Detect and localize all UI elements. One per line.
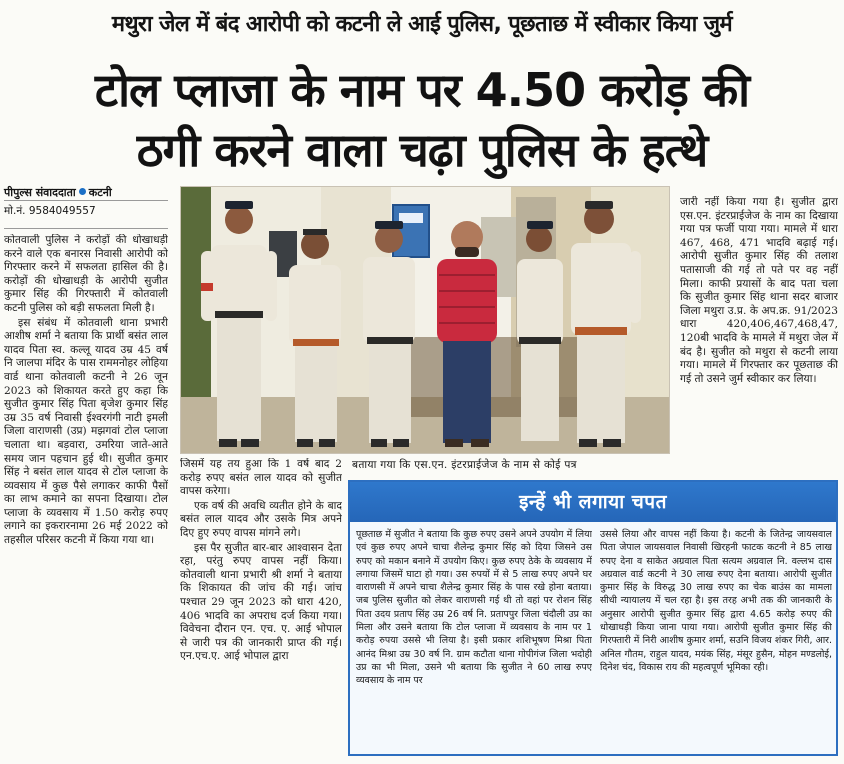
article-column-1 [4,234,168,754]
byline-divider [4,228,168,229]
sidebar-column-1: पूछताछ में सुजीत ने बताया कि कुछ रुपए उसने अपने उपयोग में लिया एवं कुछ रुपए अपने चाचा शैलेन्द्र कुमार सिंह को दिया जिसने उस रुपए को मकान बनाने में उपयोग किए। कुछ रुपए ठेके के व्यवसाय में लगाया जिसमें घाटा हो गया। उस रुपयों में से 5 लाख रुपए अपने घर वाराणसी में अपने चाचा शैलेन्द्र कुमार सिंह के पास रखे होना बताया। जब पुलिस सुजीत को लेकर वाराणसी गई थी तो वहां पर रोशन सिंह पिता उदय प्रताप सिंह उम्र 26 वर्ष नि. प्रतापपुर जिला चंदौली उप्र का मिला और उसने बताया कि टोल प्लाजा में व्यवसाय के नाम पर 1 करोड़ रुपया उससे भी लिया है। इसी प्रकार शशिभूषण मिश्रा पिता आनंद मिश्रा उम्र 30 वर्ष नि. ग्राम कटौता थाना गोपीगंज जिला भदोही उप्र का भी मिला, उसने भी बताया कि सुजीत ने 60 लाख रुपए व्यवसाय के नाम पर [356,529,592,687]
bullet-icon [79,188,86,195]
paragraph: जारी नहीं किया गया है। सुजीत द्वारा एस.एन. इंटरप्राईजेज के नाम का दिखाया गया पत्र फर्जी पाया गया। मामले में धारा 467, 468, 471 भादवि बढ़ाई गई। आरोपी सुजीत कुमार सिंह की तलाश पतासाजी की गई तो पते पर वह नहीं मिला। काफी प्रयासों के बाद पता चला कि सुजीत कुमार सिंह थाना सदर बाजार जिला मथुरा उ.प्र. के अप.क्र. 91/2023 धारा 420,406,467,468,47, 120बी भादवि के मामले में मथुरा जेल में बंद है। सुजीत को मथुरा से कटनी लाया गया। मामले में गिरफ्तार कर पूछताछ की गई तो उसने जुर्म स्वीकार कर लिया। [680,196,838,385]
column-continuation-line: बताया गया कि एस.एन. इंटरप्राईजेज के नाम से कोई पत्र [352,459,577,471]
paragraph: इस पैर सुजीत बार-बार आश्वासन देता रहा, परंतु रुपए वापस नहीं किया। कोतवाली थाना प्रभारी श्री शर्मा ने बताया कि शिकायत की जांच की गई। जांच पश्चात 29 जून 2023 को धारा 420, 406 भादवि का अपराध दर्ज किया गया। विवेचना दौरान एन. एच. ए. आई भोपाल से जारी पत्र की जानकारी प्राप्त की गई। एन.एच.ए. आई भोपाल द्वारा [180,541,342,663]
byline-divider [4,200,168,201]
news-photo [180,186,670,454]
paragraph: एक वर्ष की अवधि व्यतीत होने के बाद बसंत लाल यादव और उसके मित्र अपने दिए हुए रुपए वापस मांगने लगे। [180,499,342,539]
paragraph: इस संबंध में कोतवाली थाना प्रभारी आशीष शर्मा ने बताया कि प्रार्थी बसंत लाल यादव पिता स्व. कल्लू यादव उम्र 45 वर्ष नि जालपा मंदिर के पास राममनोहर लोहिया वार्ड थाना कोतवाली कटनी ने 26 जून 2023 को शिकायत करते हुए कहा कि सुजीत कुमार सिंह पिता बृजेश कुमार सिंह उम्र 35 वर्ष निवासी ईश्वरगंगी नाटी इमली जिला वाराणसी (उप्र) मझगवां टोल प्लाजा चलाता था। बड़वारा, उमरिया जाते-आते समय जान पहचान हुई थी। सुजीत कुमार सिंह ने बसंत लाल यादव से टोल प्लाजा के व्यवसाय में कुछ पैसे लगाकर काफी पैसों का लाभ कमाने का सपना दिखाया। टोल प्लाजा के व्यवसाय में 1.50 करोड़ रुपए लगाने का इकरारनामा 26 मई 2022 को तहसील परिसर कटनी में किया गया था। [4,316,168,547]
sidebar-box-title: इन्हें भी लगाया चपत [350,482,836,522]
paragraph: कोतवाली पुलिस ने करोड़ों की धोखाधड़ी करने वाले एक बनारस निवासी आरोपी को गिरफ्तार करने में सफलता हासिल की है। करोड़ों की धोखाधड़ी के आरोपी सुजीत कुमार सिंह की गिरफ्तारी में कोतवाली कटनी पुलिस को बड़ी सफलता मिली है। [4,234,168,314]
police-group-photo [181,187,670,454]
sidebar-box [348,480,838,756]
byline-mobile: मो.नं. 9584049557 [4,205,96,217]
byline-reporter: पीपुल्स संवाददाता [4,186,76,199]
byline [4,186,170,218]
article-column-2 [180,458,342,754]
headline-line-2: ठगी करने वाला चढ़ा पुलिस के हत्थे [136,123,708,177]
byline-city: कटनी [88,186,112,199]
sidebar-column-2: उससे लिया और वापस नहीं किया है। कटनी के जितेन्द्र जायसवाल पिता जेपाल जायसवाल निवासी खिरहनी फाटक कटनी ने 85 लाख रुपए देना व साकेत अग्रवाल पिता सत्यम अग्रवाल नि. वल्लभ दास अग्रवाल वार्ड कटनी ने 30 लाख रुपए देना बताया। आरोपी सुजीत कुमार सिंह के विरुद्ध 30 लाख रुपए का चेक बाउंस का मामला सीधी न्यायालय में चल रहा है। इस तरह अभी तक की जानकारी के अनुसार आरोपी सुजीत कुमार सिंह द्वारा 4.65 करोड़ रुपए की धोखाधड़ी किया जाना पाया गया। आरोपी सुजीत कुमार सिंह की गिरफ्तारी में निरी आशीष कुमार शर्मा, सउनि विजय शंकर गिरी, आर. अनिल गौतम, राहुल यादव, मयंक सिंह, मंसूर हुसैन, मोहन मण्डलोई, दिनेश चंद, विकास राय की महत्वपूर्ण भूमिका रही। [600,529,832,673]
kicker: मथुरा जेल में बंद आरोपी को कटनी ले आई पुलिस, पूछताछ में स्वीकार किया जुर्म [111,12,733,37]
paragraph: जिसमें यह तय हुआ कि 1 वर्ष बाद 2 करोड़ रुपए बसंत लाल यादव को सुजीत वापस करेगा। [180,458,342,498]
headline-line-1: टोल प्लाजा के नाम पर 4.50 करोड़ की [94,63,750,117]
article-column-4 [680,196,838,466]
